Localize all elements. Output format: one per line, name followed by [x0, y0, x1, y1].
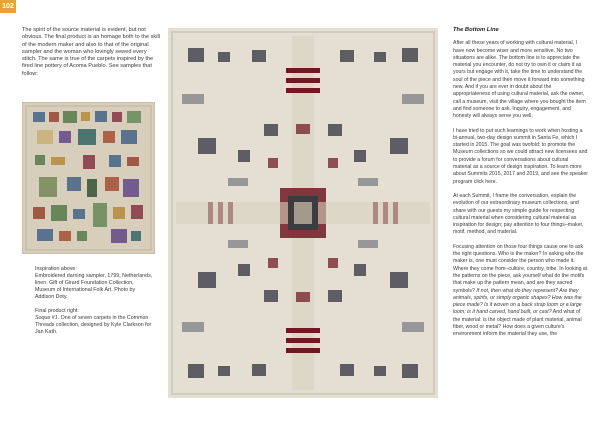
paragraph-4 — [453, 244, 588, 339]
left-column-intro — [22, 27, 162, 78]
page-number: 102 — [2, 3, 14, 10]
carpet-illustration — [168, 28, 438, 398]
paragraph-2: I have tried to put such learnings to work when hosting a bi-annual, two-day design summit in Santa Fe, which I started in 2015. The goal was twofold: to promote the Museum collections so we could attract new licensees and to provide a forum for conversations about cultural material as a source of design inspiration. To learn more about Summits 2015, 2017 and 2019, and see the speaker program click here. — [453, 127, 588, 185]
page-number-badge — [0, 0, 16, 13]
paragraph-4-em: If not, then what do they represent? Are they animals, spirits, or simply organic shapes? How was the piece made? Is it woven on a back strap loom or a large loom; is it hand carved, hand built, or cast? — [453, 287, 582, 316]
caption-final-product — [35, 308, 155, 336]
paragraph-4-a: Focusing attention on those four things cause one to ask the right questions. Who is the maker? In asking who the maker is, one must consider the person who made it. Where they come from–culture, country, tribe. In looking at the patterns on the piece, ask yourself what do the motifs that make up the pattern mean, and are they sacred symbols? — [453, 243, 588, 294]
intro-paragraph: The spirit of the source material is evident, but not obvious. The final product is an homage both to the skill of the modern maker and also to that of the original sampler and the woman who lovingly sewed every stitch. The same is true of the carpets inspired by the fired line pottery of Acoma Pueblo. See samples that follow: — [22, 27, 160, 77]
caption-final-title: Soque #1 — [35, 315, 58, 321]
paragraph-3: At each Summit, I frame the conversation, explain the evolution of our extraordinary museum collections, and share with our guests my simple guide for respecting cultural material when considering cultural material as inspiration for design; pay attention to four things–maker, motif, method, and material. — [453, 192, 584, 236]
caption-final-heading: Final product right: — [35, 308, 79, 314]
caption-inspiration — [35, 266, 155, 301]
paragraph-4-b: And what of the material: is the object made of plant material, animal fiber, wood or metal? How does a given culture's environment inform the material they use, the — [453, 309, 582, 338]
section-heading: The Bottom Line — [453, 27, 499, 33]
caption-inspiration-heading: Inspiration above: — [35, 266, 77, 272]
right-column-article — [453, 27, 588, 346]
carpet-image — [168, 28, 438, 398]
caption-inspiration-text: Embroidered darning sampler, 1799, Netherlands, linen. Gift of Girard Foundation Collection, Museum of International Folk Art. Photo by Addison Doty. — [35, 273, 153, 300]
sampler-embroidery-illustration — [23, 103, 154, 253]
image-captions — [35, 266, 155, 343]
paragraph-1: After all these years of working with cultural material, I have now become wiser and more sensitive. No two situations are alike. The bottom line is to appreciate the material you encounter, do not try to own it or claim it as yours but engage with it, take the time to understand the soul of the piece and then move it forward into something new. And if you are ever in doubt about the appropriateness of using cultural material, ask the owner, call a museum, visit the village where you bought the item and find someone to ask. Inquiry, engagement, and honesty will always serve you well. — [453, 40, 586, 120]
caption-final-text: . One of seven carpets in the Common Threads collection, designed by Kyle Clarkson for Jan Kath. — [35, 315, 152, 335]
sampler-image — [22, 102, 155, 254]
